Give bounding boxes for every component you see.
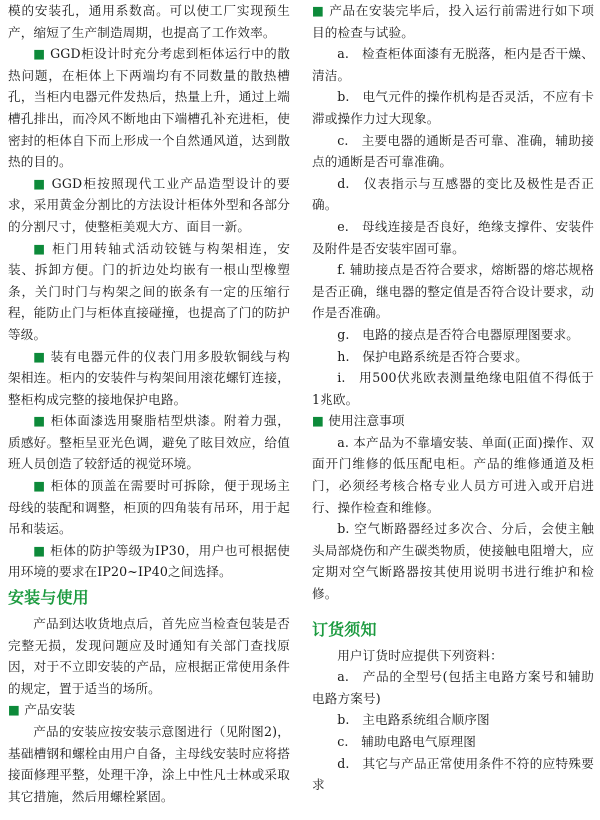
- square-bullet-icon: ■: [33, 413, 46, 429]
- list-item: e. 母线连接是否良好，绝缘支撑件、安装件及附件是否安装牢固可靠。: [312, 218, 594, 256]
- list-item: b. 主电路系统组合顺序图: [337, 712, 490, 728]
- paragraph: ■ 柜门用转轴式活动铰链与构架相连，安装、拆卸方便。门的折边处均嵌有一根山型橡塑条，关门时门与构架之间的嵌条有一定的压缩行程，能防止门与柜体直接碰撞，也提高了门的防护等级。: [8, 240, 290, 342]
- spacer: [312, 605, 594, 615]
- square-bullet-icon: ■: [33, 175, 47, 191]
- list-item: a. 检查柜体面漆有无脱落，柜内是否干燥、清洁。: [312, 46, 594, 83]
- list-item: a. 产品的全型号(包括主电路方案号和辅助电路方案号): [312, 669, 594, 706]
- square-bullet-icon: ■: [312, 413, 325, 429]
- square-bullet-icon: ■: [33, 240, 47, 256]
- paragraph: ■ GGD柜设计时充分考虑到柜体运行中的散热问题，在柜体上下两端均有不同数量的散热槽孔，当柜内电器元件发热后，热量上升，通过上端槽孔排出，而冷风不断地由下端槽孔补充进柜，使密封的柜体自下而上形成一个自然通风道，达到散热的目的。: [8, 46, 290, 170]
- paragraph: ■ 产品在安装完毕后，投入运行前需进行如下项目的检查与试验。: [312, 3, 595, 40]
- list-item: b. 电气元件的操作机构是否灵活，不应有卡滞或操作力过大现象。: [312, 89, 594, 126]
- list-item: g. 电路的接点是否符合电器原理图要求。: [337, 326, 579, 342]
- paragraph: ■ 装有电器元件的仪表门用多股软铜线与构架相连。柜内的安装件与构架间用滚花螺钉连接，整柜构成完整的接地保护电路。: [8, 348, 290, 407]
- square-bullet-icon: ■: [33, 478, 46, 494]
- section-heading-ordering: 订货须知: [312, 619, 377, 639]
- square-bullet-icon: ■: [312, 3, 325, 18]
- square-bullet-icon: ■: [33, 46, 46, 62]
- list-item: f. 辅助接点是否符合要求，熔断器的熔芯规格是否正确，继电器的整定值是否符合设计要求，动作是否准确。: [312, 262, 594, 321]
- square-bullet-icon: ■: [33, 348, 46, 364]
- paragraph: ■ GGD柜按照现代工业产品造型设计的要求，采用黄金分割比的方法设计柜体外型和各部分的分割尺寸，使整柜美观大方、面目一新。: [8, 175, 290, 234]
- list-item: c. 辅助电路电气原理图: [337, 734, 476, 749]
- square-bullet-icon: ■: [33, 542, 46, 558]
- list-item: i. 用500伏兆欧表测量绝缘电阻值不得低于1兆欧。: [312, 370, 594, 407]
- paragraph: 产品的安装应按安装示意图进行（见附图2)，基础槽钢和螺栓由用户自备，主母线安装时应将搭接面修理平整，处理干净，涂上中性凡士林或采取其它措施，然后用螺栓紧固。: [8, 724, 290, 804]
- paragraph: ■ 柜体面漆选用聚脂桔型烘漆。附着力强，质感好。整柜呈亚光色调，避免了眩目效应，给值班人员创造了较舒适的视觉环境。: [8, 413, 290, 472]
- subsection-heading: ■ 产品安装: [8, 702, 76, 718]
- subsection-heading: ■ 使用注意事项: [312, 413, 405, 429]
- list-item: c. 主要电器的通断是否可靠、准确，辅助接点的通断是否可靠准确。: [312, 132, 594, 170]
- square-bullet-icon: ■: [8, 702, 21, 718]
- paragraph: 模的安装孔，通用系数高。可以使工厂实现预生产，缩短了生产制造周期，也提高了工作效率。: [8, 3, 290, 40]
- list-item: a. 本产品为不靠墙安装、单面(正面)操作、双面开门维修的低压配电柜。产品的维修通道及柜门，必须经考核合格专业人员方可进入或开启进行、操作检查和维修。: [312, 434, 594, 515]
- list-item: d. 其它与产品正常使用条件不符的应特殊要求: [312, 755, 594, 793]
- paragraph: ■ 柜体的顶盖在需要时可拆除，便于现场主母线的装配和调整，柜顶的四角装有吊环，用于起吊和装运。: [8, 478, 290, 537]
- section-heading-install: 安装与使用: [8, 588, 89, 608]
- paragraph: 用户订货时应提供下列资料：: [337, 647, 503, 663]
- paragraph: ■ 柜体的防护等级为IP30，用户也可根据使用环境的要求在IP20~IP40之间选择。: [8, 542, 290, 580]
- left-column: [8, 0, 290, 807]
- list-item: b. 空气断路器经过多次合、分后，会使主触头局部烧伤和产生碳类物质，使接触电阻增大，应定期对空气断路器按其使用说明书进行维护和检修。: [312, 521, 594, 602]
- right-column: [312, 0, 594, 796]
- list-item: d. 仪表指示与互感器的变比及极性是否正确。: [312, 175, 594, 213]
- list-item: h. 保护电路系统是否符合要求。: [337, 348, 529, 364]
- paragraph: 产品到达收货地点后，首先应当检查包装是否完整无损，发现问题应及时通知有关部门查找原因，对于不立即安装的产品，应根据正常使用条件的规定，置于适当的场所。: [8, 616, 290, 696]
